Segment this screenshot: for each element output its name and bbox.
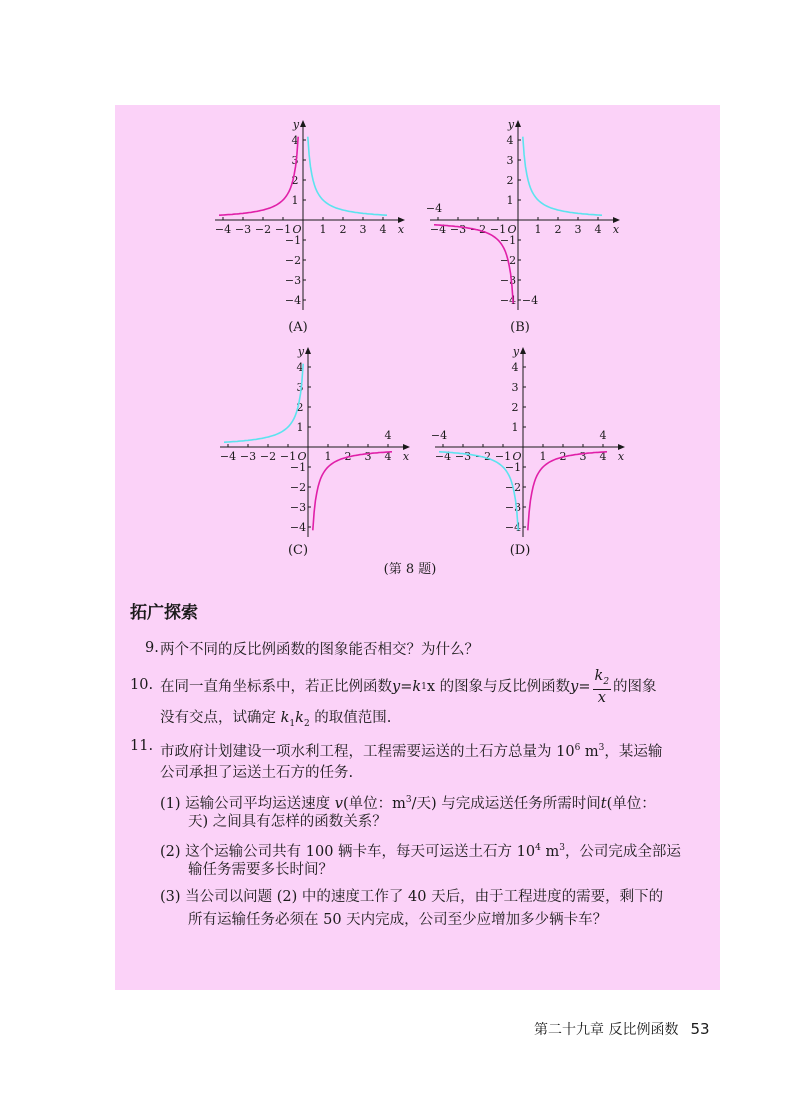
x-tick-label: −3 bbox=[454, 450, 472, 463]
caption-d: (D) bbox=[509, 543, 531, 558]
y-axis-name: y bbox=[292, 118, 300, 131]
origin-label: O bbox=[512, 450, 522, 463]
x-tick-label: 2 bbox=[344, 450, 352, 463]
x-tick-label: 2 bbox=[339, 223, 347, 236]
fraction-k2-over-x: $\frac{k_2}{x}$ bbox=[594, 667, 610, 707]
extra-neg-y-label: −4 bbox=[521, 294, 539, 307]
problem-9-text: 两个不同的反比例函数的图象能否相交？为什么？ bbox=[160, 642, 479, 658]
y-tick-label: 4 bbox=[296, 361, 304, 374]
y-tick-label: 1 bbox=[291, 194, 299, 207]
y-tick-label: −3 bbox=[499, 274, 517, 287]
x-tick-label: −3 bbox=[239, 450, 257, 463]
extra-neg-x-label: −4 bbox=[425, 202, 443, 215]
y-axis-arrow bbox=[520, 347, 526, 354]
x-tick-label: 3 bbox=[359, 223, 367, 236]
x-tick-label: −3 bbox=[449, 223, 467, 236]
graph-c bbox=[215, 342, 415, 542]
curve-quadrant-iv bbox=[528, 452, 607, 531]
problem-11-line1: 市政府计划建设一项水利工程，工程需要运送的土石方总量为 $10^6$ $m^3$，某运输 bbox=[160, 743, 663, 760]
problem-11-sub3-line2: 所有运输任务必须在 50 天内完成，公司至少应增加多少辆卡车？ bbox=[188, 912, 608, 928]
x-axis-name: x bbox=[397, 223, 405, 236]
y-axis-name: y bbox=[512, 345, 520, 358]
y-tick-label: −1 bbox=[499, 234, 517, 247]
caption-a: (A) bbox=[288, 320, 308, 335]
y-tick-label: 1 bbox=[296, 421, 304, 434]
page-footer bbox=[534, 1019, 710, 1039]
x-axis-name: x bbox=[617, 450, 625, 463]
curve-quadrant-iv bbox=[313, 452, 392, 531]
problem-10-number: 10. bbox=[130, 677, 154, 693]
x-tick-label: 1 bbox=[534, 223, 542, 236]
problem-11-sub1-line2: 天) 之间具有怎样的函数关系？ bbox=[188, 814, 387, 830]
x-tick-label: 3 bbox=[364, 450, 372, 463]
y-tick-label: 2 bbox=[506, 174, 514, 187]
origin-label: O bbox=[297, 450, 307, 463]
x-tick-label: −2 bbox=[254, 223, 272, 236]
y-axis-arrow bbox=[300, 120, 306, 127]
x-tick-label: −1 bbox=[494, 450, 512, 463]
extra-pos-x-label: 4 bbox=[384, 429, 392, 442]
y-tick-label: −3 bbox=[284, 274, 302, 287]
problem-10-line1: 在同一直角坐标系中，若正比例函数 y=k 1 x 的图象与反比例函数 y= $\frac{k_2}{x}$ 的图象 bbox=[160, 667, 657, 707]
extra-pos-x-label: 4 bbox=[599, 429, 607, 442]
y-tick-label: 2 bbox=[511, 401, 519, 414]
x-tick-label: 1 bbox=[539, 450, 547, 463]
extra-neg-x-label: −4 bbox=[430, 429, 448, 442]
problem-11-sub3-line1: (3) 当公司以问题 (2) 中的速度工作了 40 天后，由于工程进度的需要，剩下的 bbox=[160, 889, 664, 905]
chapter-title: 第二十九章 反比例函数 bbox=[534, 1022, 679, 1038]
y-tick-label: −3 bbox=[289, 501, 307, 514]
y-tick-label: −2 bbox=[289, 481, 307, 494]
problem-10-line2: 没有交点，试确定 $k_1k_2$ 的取值范围. bbox=[160, 710, 392, 729]
figure-caption: (第 8 题) bbox=[383, 562, 437, 577]
caption-b: (B) bbox=[510, 320, 530, 335]
curve-quadrant-ii bbox=[219, 137, 298, 216]
x-tick-label: −1 bbox=[279, 450, 297, 463]
y-tick-label: 1 bbox=[511, 421, 519, 434]
x-tick-label: −4 bbox=[429, 223, 447, 236]
x-tick-label: −1 bbox=[489, 223, 507, 236]
x-axis-name: x bbox=[612, 223, 620, 236]
caption-c: (C) bbox=[287, 543, 309, 558]
y-axis-name: y bbox=[297, 345, 305, 358]
y-tick-label: −4 bbox=[289, 521, 307, 534]
origin-label: O bbox=[507, 223, 517, 236]
graph-b bbox=[425, 115, 625, 315]
x-tick-label: −4 bbox=[219, 450, 237, 463]
y-tick-label: 3 bbox=[291, 154, 299, 167]
curve-quadrant-ii bbox=[224, 364, 303, 443]
y-tick-label: 4 bbox=[291, 134, 299, 147]
problem-11-sub2-line1: (2) 这个运输公司共有 100 辆卡车，每天可运送土石方 $10^4$ $m^3$，公司完成全部运 bbox=[160, 843, 681, 860]
y-tick-label: −1 bbox=[504, 461, 522, 474]
x-tick-label: 2 bbox=[559, 450, 567, 463]
x-tick-label: −4 bbox=[434, 450, 452, 463]
problem-9-number: 9. bbox=[145, 640, 159, 656]
y-tick-label: −2 bbox=[284, 254, 302, 267]
page-number: 53 bbox=[690, 1020, 710, 1038]
origin-label: O bbox=[292, 223, 302, 236]
y-tick-label: 4 bbox=[511, 361, 519, 374]
problem-11-sub1-line1: (1) 运输公司平均运送速度 v(单位：$m^3/$天) 与完成运送任务所需时间t(单位： bbox=[160, 795, 656, 812]
y-axis-name: y bbox=[507, 118, 515, 131]
y-tick-label: −4 bbox=[504, 521, 522, 534]
x-tick-label: 2 bbox=[554, 223, 562, 236]
x-tick-label: −1 bbox=[274, 223, 292, 236]
x-tick-label: −2 bbox=[259, 450, 277, 463]
section-title: 拓广探索 bbox=[130, 603, 198, 623]
problem-11-sub2-line2: 输任务需要多长时间？ bbox=[188, 862, 333, 878]
y-axis-arrow bbox=[515, 120, 521, 127]
y-tick-label: −3 bbox=[504, 501, 522, 514]
x-axis-name: x bbox=[402, 450, 410, 463]
x-tick-label: 3 bbox=[574, 223, 582, 236]
problem-11-line2: 公司承担了运送土石方的任务. bbox=[160, 765, 354, 781]
y-tick-label: 4 bbox=[506, 134, 514, 147]
y-tick-label: −4 bbox=[499, 294, 517, 307]
y-tick-label: −2 bbox=[499, 254, 517, 267]
y-tick-label: −1 bbox=[289, 461, 307, 474]
x-tick-label: −4 bbox=[214, 223, 232, 236]
x-tick-label: 4 bbox=[599, 450, 607, 463]
curve-quadrant-i bbox=[308, 137, 387, 216]
x-tick-label: −2 bbox=[474, 450, 492, 463]
x-tick-label: 3 bbox=[579, 450, 587, 463]
x-tick-label: −2 bbox=[469, 223, 487, 236]
x-tick-label: 4 bbox=[384, 450, 392, 463]
y-tick-label: 2 bbox=[296, 401, 304, 414]
y-tick-label: −2 bbox=[504, 481, 522, 494]
y-tick-label: 3 bbox=[511, 381, 519, 394]
y-axis-arrow bbox=[305, 347, 311, 354]
y-tick-label: −1 bbox=[284, 234, 302, 247]
graph-a bbox=[210, 115, 410, 315]
y-tick-label: 3 bbox=[506, 154, 514, 167]
x-tick-label: 4 bbox=[594, 223, 602, 236]
y-tick-label: 3 bbox=[296, 381, 304, 394]
x-tick-label: 1 bbox=[324, 450, 332, 463]
y-tick-label: 2 bbox=[291, 174, 299, 187]
x-tick-label: −3 bbox=[234, 223, 252, 236]
y-tick-label: 1 bbox=[506, 194, 514, 207]
graph-d bbox=[430, 342, 630, 542]
curve-quadrant-i bbox=[523, 137, 602, 216]
problem-11-number: 11. bbox=[130, 738, 154, 754]
x-tick-label: 4 bbox=[379, 223, 387, 236]
y-tick-label: −4 bbox=[284, 294, 302, 307]
x-tick-label: 1 bbox=[319, 223, 327, 236]
